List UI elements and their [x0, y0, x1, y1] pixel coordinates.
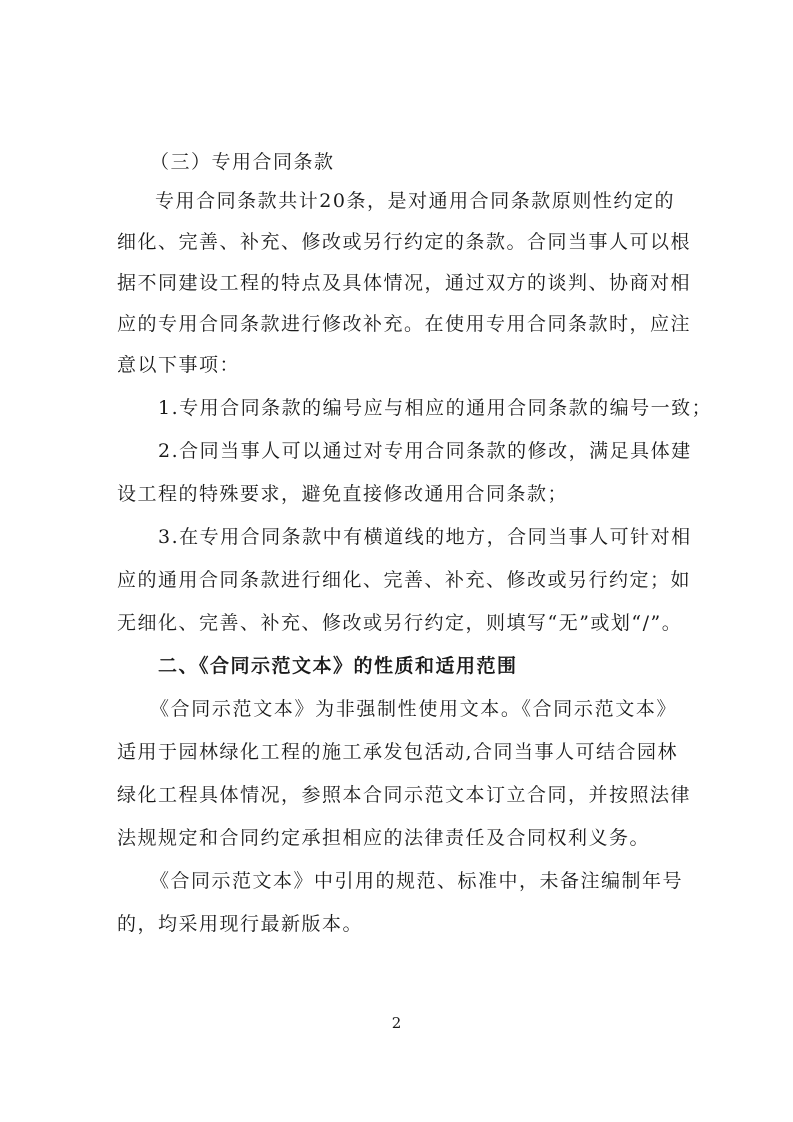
paragraph-line: 设工程的特殊要求，避免直接修改通用合同条款； — [117, 483, 569, 505]
paragraph-line: 3.在专用合同条款中有横道线的地方，合同当事人可针对相 — [158, 526, 692, 548]
paragraph-line: 《合同示范文本》为非强制性使用文本。《合同示范文本》 — [150, 698, 677, 720]
paragraph-line: 绿化工程具体情况，参照本合同示范文本订立合同，并按照法律 — [117, 784, 692, 806]
paragraph-line: 2.合同当事人可以通过对专用合同条款的修改，满足具体建 — [158, 440, 692, 462]
page-number: 2 — [391, 1014, 402, 1032]
paragraph-line: 据不同建设工程的特点及具体情况，通过双方的谈判、协商对相 — [117, 272, 692, 294]
paragraph-line: 应的通用合同条款进行细化、完善、补充、修改或另行约定；如 — [117, 569, 692, 591]
section-heading-nature-scope: 二、《合同示范文本》的性质和适用范围 — [158, 655, 518, 677]
paragraph-line: 《合同示范文本》中引用的规范、标准中，未备注编制年号 — [150, 870, 684, 892]
paragraph-line: 1.专用合同条款的编号应与相应的通用合同条款的编号一致； — [158, 397, 713, 419]
paragraph-line: 意以下事项： — [117, 354, 241, 376]
paragraph-line: 法规规定和合同约定承担相应的法律责任及合同权利义务。 — [117, 827, 651, 849]
paragraph-line: 应的专用合同条款进行修改补充。在使用专用合同条款时，应注 — [117, 313, 692, 335]
paragraph-line: 细化、完善、补充、修改或另行约定的条款。合同当事人可以根 — [117, 231, 692, 253]
paragraph-line: 适用于园林绿化工程的施工承发包活动,合同当事人可结合园林 — [117, 741, 679, 763]
section-heading-special-terms: （三）专用合同条款 — [150, 151, 335, 173]
paragraph-line: 的，均采用现行最新版本。 — [117, 913, 364, 935]
paragraph-line: 专用合同条款共计20条，是对通用合同条款原则性约定的 — [155, 190, 675, 212]
paragraph-line: 无细化、完善、补充、修改或另行约定，则填写“无”或划“/”。 — [117, 612, 683, 634]
